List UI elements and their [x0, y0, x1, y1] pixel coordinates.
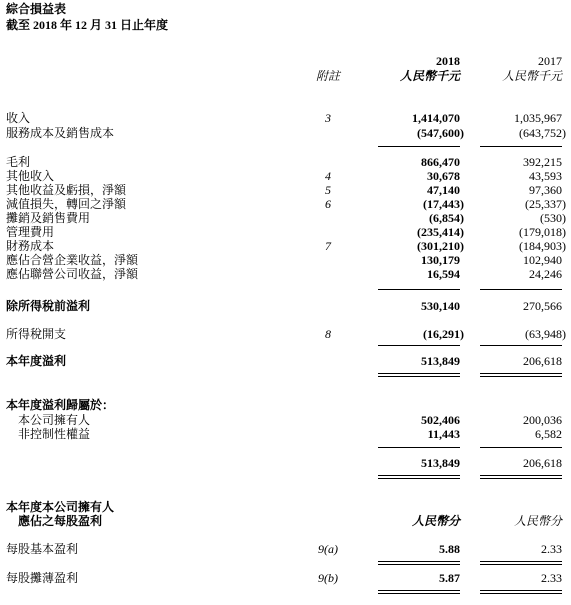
row-owners-label: 本公司擁有人 [18, 413, 91, 427]
row-other-gains-label: 其他收益及虧損，淨額 [6, 183, 127, 197]
eps-double-rule-2017 [480, 561, 562, 565]
row-owners-2018: 502,406 [421, 413, 460, 427]
row-admin-expenses-2018: (235,414) [417, 225, 464, 239]
row-share-jv-2018: 130,179 [421, 253, 460, 267]
row-impairment-label: 減值損失，轉回之淨額 [6, 197, 127, 211]
attributable-heading: 本年度溢利歸屬於： [6, 398, 115, 412]
total-double-rule-2017 [480, 373, 562, 377]
subtotal-rule-2017 [480, 289, 562, 290]
row-profit-before-tax-2018: 530,140 [421, 299, 460, 313]
row-other-income-note: 4 [325, 169, 331, 183]
row-profit-before-tax-label: 除所得稅前溢利 [6, 299, 91, 313]
row-eps-basic-2018: 5.88 [439, 542, 460, 556]
eps-heading-line1: 本年度本公司擁有人 [6, 500, 115, 514]
row-admin-expenses-2017: (179,018) [519, 225, 566, 239]
row-eps-diluted-2017: 2.33 [541, 571, 562, 585]
row-profit-year-2017: 206,618 [523, 354, 562, 368]
row-other-gains-note: 5 [325, 183, 331, 197]
row-profit-year-2018: 513,849 [421, 354, 460, 368]
row-eps-diluted-label: 每股攤薄盈利 [6, 571, 79, 585]
col-2018-year: 2018 [436, 54, 460, 68]
row-impairment-note: 6 [325, 197, 331, 211]
subtotal-rule-2018 [378, 146, 460, 147]
eps-double-rule-2018 [378, 561, 460, 565]
row-income-tax-label: 所得稅開支 [6, 327, 67, 341]
statement-period: 截至 2018 年 12 月 31 日止年度 [6, 18, 169, 32]
row-profit-year-label: 本年度溢利 [6, 354, 67, 368]
row-finance-costs-2018: (301,210) [417, 239, 464, 253]
row-profit-before-tax-2017: 270,566 [523, 299, 562, 313]
subtotal-rule-2018 [378, 289, 460, 290]
col-2018-unit: 人民幣千元 [399, 69, 460, 83]
row-revenue-2018: 1,414,070 [412, 111, 460, 125]
row-attributable-total-2017: 206,618 [523, 456, 562, 470]
row-other-income-2017: 43,593 [529, 169, 562, 183]
row-nci-2017: 6,582 [535, 427, 562, 441]
eps-double-rule-2017 [480, 590, 562, 594]
row-finance-costs-2017: (184,903) [519, 239, 566, 253]
row-selling-expenses-label: 攤銷及銷售費用 [6, 211, 91, 225]
row-gross-profit-2018: 866,470 [421, 155, 460, 169]
row-nci-label: 非控制性權益 [18, 427, 91, 441]
eps-unit-2017: 人民幣分 [513, 514, 562, 528]
row-eps-diluted-2018: 5.87 [439, 571, 460, 585]
row-eps-basic-2017: 2.33 [541, 542, 562, 556]
row-impairment-2018: (17,443) [423, 197, 464, 211]
eps-double-rule-2018 [378, 590, 460, 594]
col-2017-unit: 人民幣千元 [501, 69, 562, 83]
row-selling-expenses-2017: (530) [540, 211, 566, 225]
subtotal-rule-2018 [378, 447, 460, 448]
row-income-tax-note: 8 [325, 327, 331, 341]
row-gross-profit-label: 毛利 [6, 155, 31, 169]
row-owners-2017: 200,036 [523, 413, 562, 427]
subtotal-rule-2018 [378, 345, 460, 346]
row-share-jv-2017: 102,940 [523, 253, 562, 267]
row-share-associates-label: 應佔聯營公司收益，淨額 [6, 267, 139, 281]
row-attributable-total-2018: 513,849 [421, 456, 460, 470]
eps-unit-2018: 人民幣分 [411, 514, 460, 528]
row-other-income-label: 其他收入 [6, 169, 55, 183]
row-revenue-label: 收入 [6, 111, 31, 125]
row-revenue-2017: 1,035,967 [514, 111, 562, 125]
row-admin-expenses-label: 管理費用 [6, 225, 55, 239]
row-cost-of-sales-2018: (547,600) [417, 126, 464, 140]
row-finance-costs-note: 7 [325, 239, 331, 253]
subtotal-rule-2017 [480, 146, 562, 147]
row-income-tax-2018: (16,291) [423, 327, 464, 341]
row-eps-diluted-note: 9(b) [318, 571, 338, 585]
total-double-rule-2018 [378, 475, 460, 479]
subtotal-rule-2017 [480, 447, 562, 448]
statement-title: 綜合損益表 [6, 2, 67, 16]
row-selling-expenses-2018: (6,854) [429, 211, 464, 225]
row-finance-costs-label: 財務成本 [6, 239, 55, 253]
row-nci-2018: 11,443 [427, 427, 460, 441]
row-cost-of-sales-label: 服務成本及銷售成本 [6, 126, 115, 140]
row-share-associates-2018: 16,594 [427, 267, 460, 281]
col-2017-year: 2017 [538, 54, 562, 68]
total-double-rule-2017 [480, 475, 562, 479]
subtotal-rule-2017 [480, 345, 562, 346]
col-note-header: 附註 [316, 69, 341, 83]
row-other-income-2018: 30,678 [427, 169, 460, 183]
row-income-tax-2017: (63,948) [525, 327, 566, 341]
row-share-associates-2017: 24,246 [529, 267, 562, 281]
row-cost-of-sales-2017: (643,752) [519, 126, 566, 140]
row-other-gains-2018: 47,140 [427, 183, 460, 197]
row-gross-profit-2017: 392,215 [523, 155, 562, 169]
row-eps-basic-label: 每股基本盈利 [6, 542, 79, 556]
row-eps-basic-note: 9(a) [318, 542, 338, 556]
row-revenue-note: 3 [325, 111, 331, 125]
total-double-rule-2018 [378, 373, 460, 377]
row-other-gains-2017: 97,360 [529, 183, 562, 197]
eps-heading-line2: 應佔之每股盈利 [18, 514, 103, 528]
row-impairment-2017: (25,337) [525, 197, 566, 211]
row-share-jv-label: 應佔合營企業收益，淨額 [6, 253, 139, 267]
